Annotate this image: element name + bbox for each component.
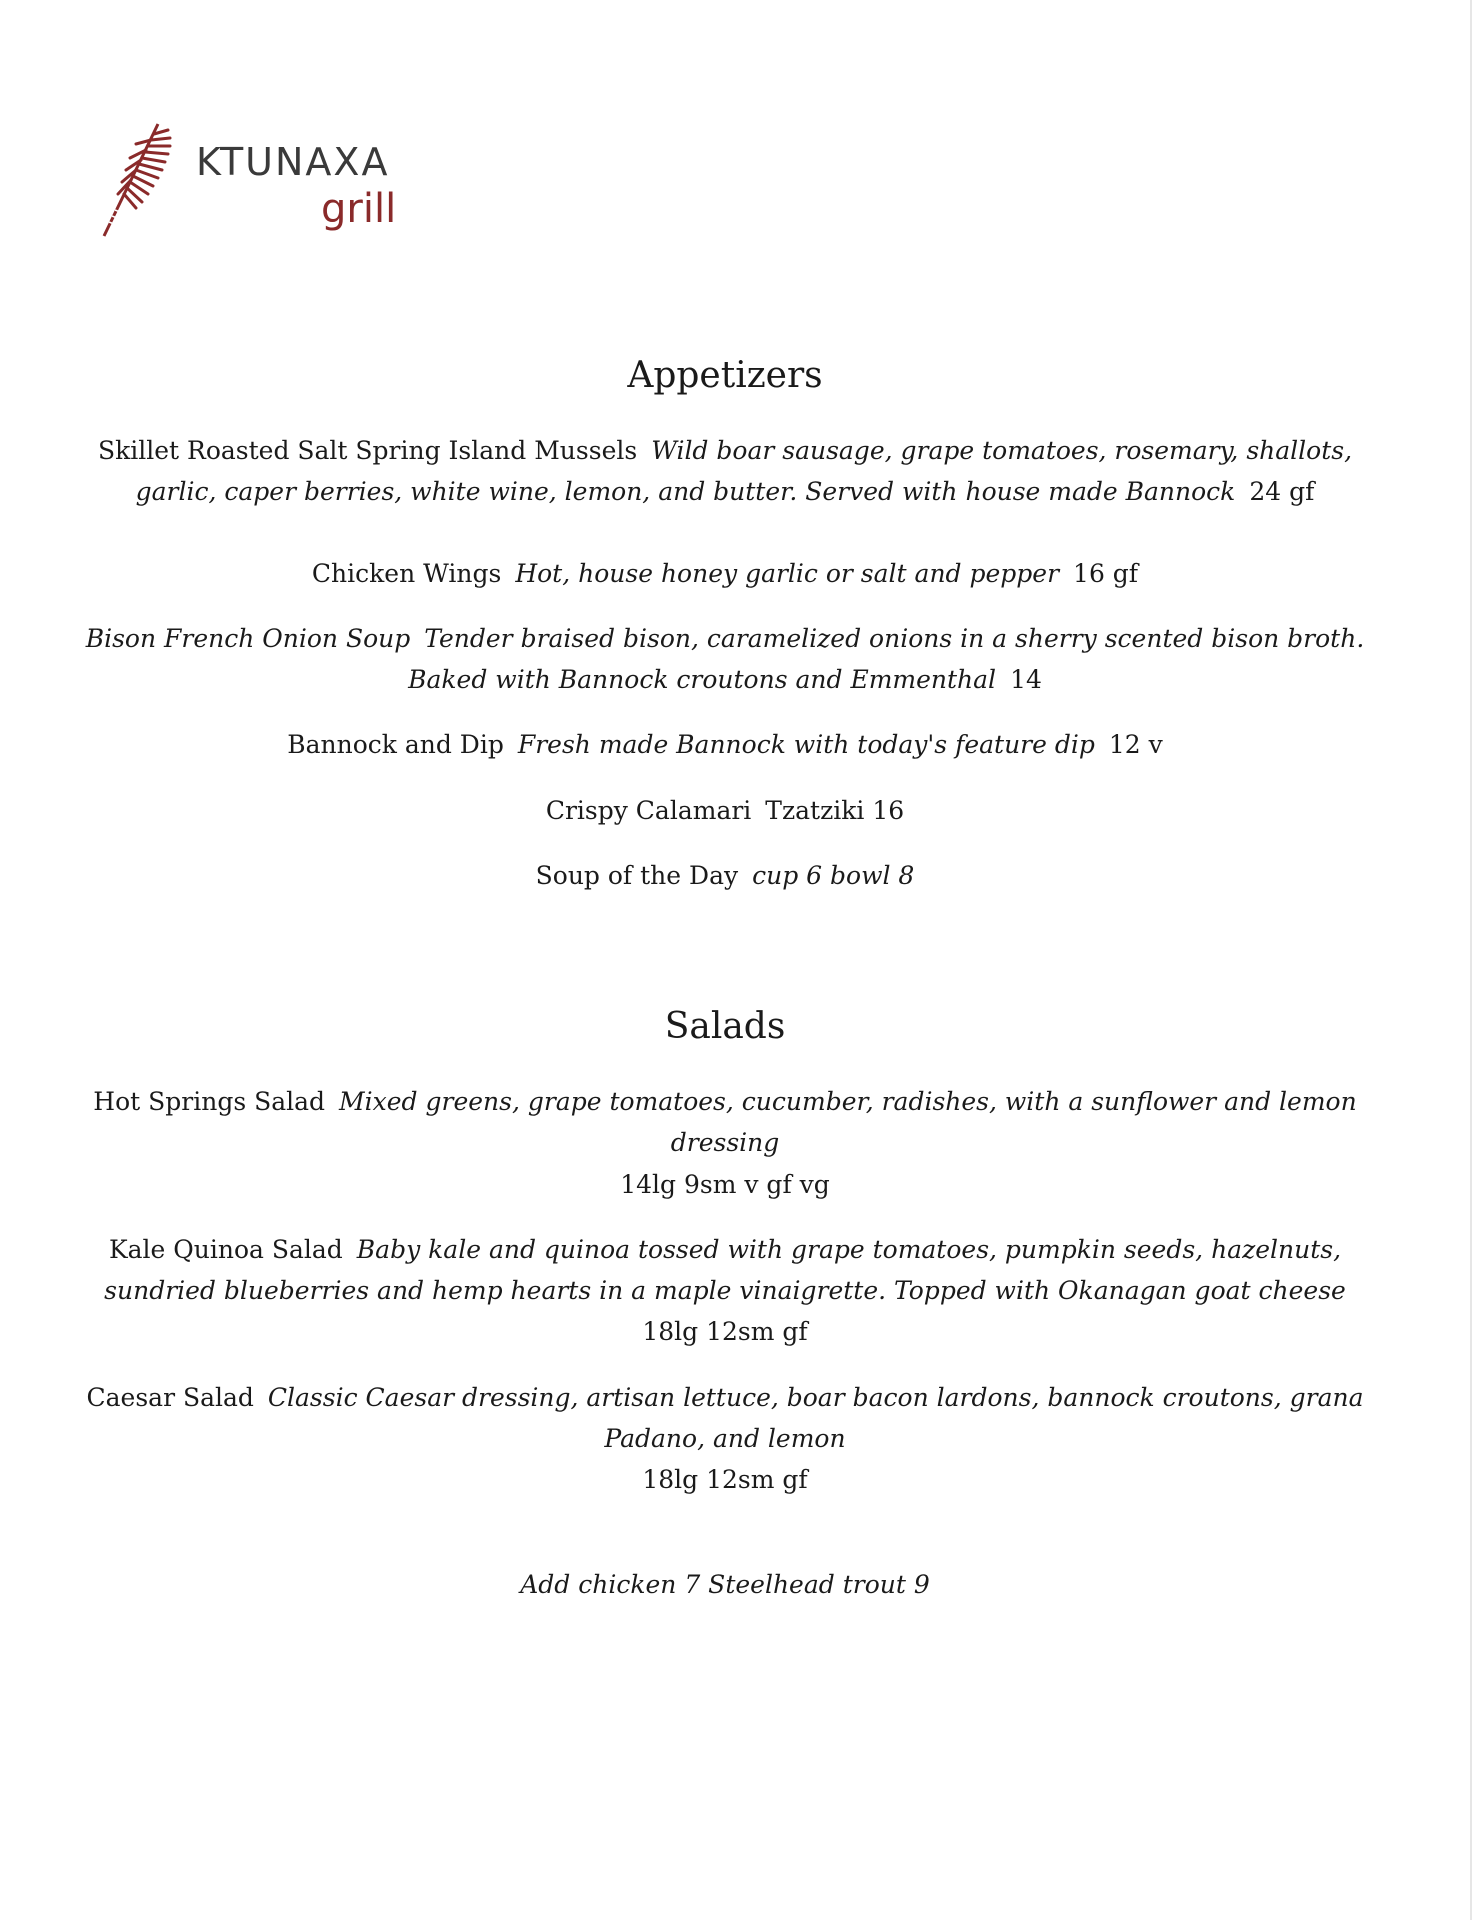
item-description: Fresh made Bannock with today's feature dip [517, 730, 1095, 760]
item-description: Classic Caesar dressing, artisan lettuce, boar bacon lardons, bannock croutons, grana Padano, and lemon [267, 1382, 1364, 1453]
item-name: Bannock and Dip [287, 730, 504, 760]
item-name: Bison French Onion Soup [85, 623, 411, 653]
item-price: 18lg 12sm gf [642, 1465, 808, 1494]
item-description: Hot, house honey garlic or salt and pepper [515, 558, 1060, 588]
menu-item [80, 1377, 1370, 1501]
logo [96, 118, 436, 248]
item-name: Soup of the Day [535, 860, 739, 890]
item-name: Kale Quinoa Salad [108, 1234, 343, 1264]
menu-item [80, 790, 1370, 831]
section-title-appetizers: Appetizers [627, 355, 823, 396]
item-price: 24 gf [1249, 477, 1315, 507]
item-price: 14lg 9sm v gf vg [620, 1169, 830, 1199]
menu-item [80, 1081, 1370, 1205]
menu-item [80, 1229, 1370, 1353]
item-description: Tender braised bison, caramelized onions in a sherry scented bison broth. Baked with Bannock croutons and Emmenthal [408, 623, 1365, 694]
menu [80, 355, 1370, 1624]
item-description: Baby kale and quinoa tossed with grape tomatoes, pumpkin seeds, hazelnuts, sundried blueberries and hemp hearts in a maple vinaigrette. Topped with Okanagan goat cheese [104, 1234, 1346, 1305]
brand-name: KTUNAXA [196, 140, 390, 184]
item-name: Skillet Roasted Salt Spring Island Mussels [97, 436, 638, 465]
addon-note: Add chicken 7 Steelhead trout 9 [520, 1570, 930, 1600]
item-description: Tzatziki 16 [765, 795, 905, 825]
feather-icon [96, 118, 196, 248]
section-title-salads: Salads [664, 1006, 786, 1047]
item-price: 18lg 12sm gf [642, 1317, 808, 1347]
item-description: cup 6 bowl 8 [752, 860, 915, 890]
item-price: 16 gf [1073, 558, 1139, 588]
item-description: Mixed greens, grape tomatoes, cucumber, radishes, with a sunflower and lemon dressing [339, 1087, 1357, 1158]
page-edge-line [1470, 0, 1472, 1920]
menu-item [80, 855, 1370, 896]
item-price: 12 v [1108, 730, 1163, 760]
item-price: 14 [1010, 665, 1042, 694]
brand-subtitle: grill [321, 186, 397, 232]
item-description: Wild boar sausage, grape tomatoes, rosemary, shallots, garlic, caper berries, white wine, lemon, and butter. Served with house made Bannock [135, 436, 1353, 507]
menu-item [80, 430, 1370, 513]
menu-item [80, 724, 1370, 765]
item-name: Crispy Calamari [545, 795, 752, 825]
menu-item [80, 553, 1370, 594]
item-name: Caesar Salad [86, 1382, 254, 1412]
item-name: Chicken Wings [311, 558, 502, 588]
menu-item [80, 618, 1370, 701]
item-name: Hot Springs Salad [93, 1087, 326, 1116]
